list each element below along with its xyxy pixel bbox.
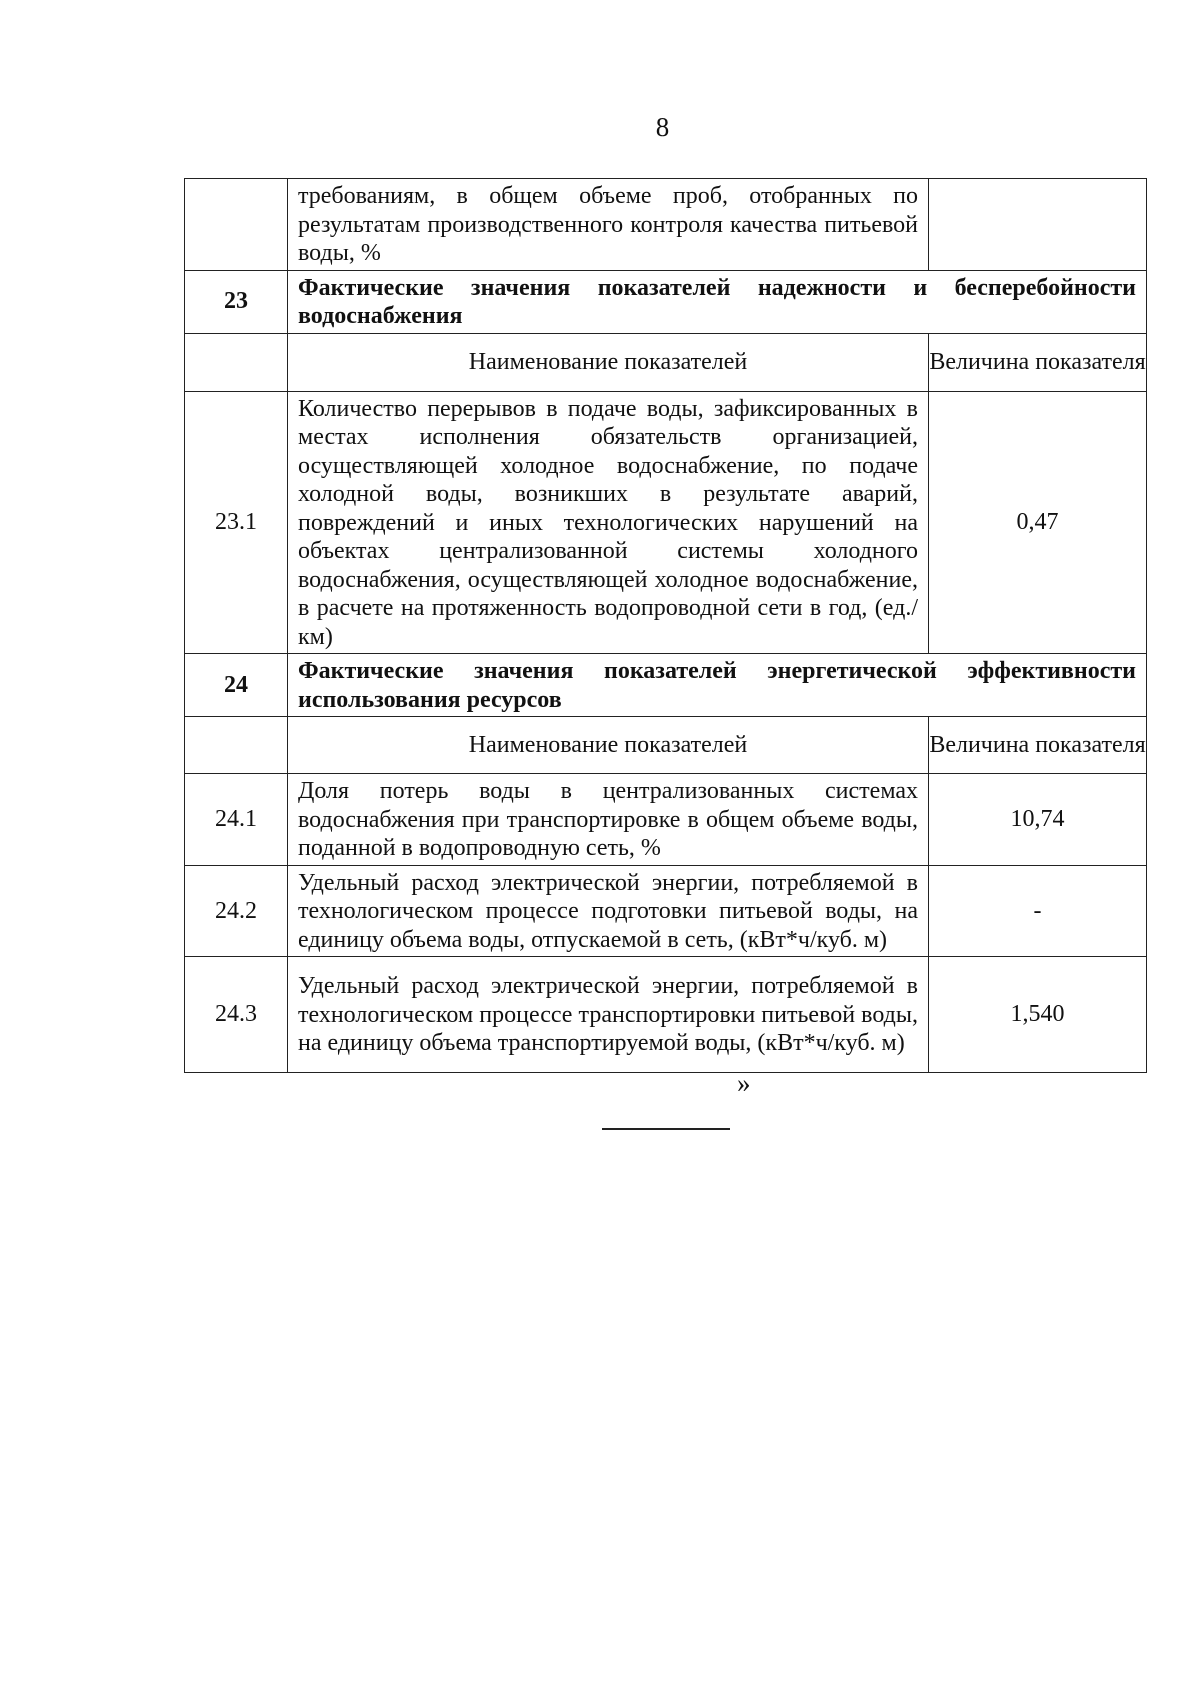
- header-row: [185, 717, 1147, 774]
- table-row: [185, 865, 1147, 957]
- header-number-cell: [185, 333, 288, 391]
- table-row: [185, 957, 1147, 1073]
- section-row: [185, 654, 1147, 717]
- end-rule: [602, 1128, 730, 1130]
- header-number-cell: [185, 717, 288, 774]
- column-header-name: Наименование показателей: [288, 717, 929, 774]
- section-row: [185, 270, 1147, 333]
- row-number-cell: 24.2: [185, 865, 288, 957]
- section-number: 23: [185, 270, 288, 333]
- indicator-description: Количество перерывов в подаче воды, зафиксированных в местах исполнения обязательств организацией, осуществляющей холодное водоснабжение, по подаче холодной воды, возникших в результате аварий, повреждений и иных технологических нарушений на объектах централизованной системы холодного водоснабжения, осуществляющей холодное водоснабжение, в расчете на протяженность водопроводной сети в год, (ед./км): [288, 391, 929, 654]
- row-number-cell: 23.1: [185, 391, 288, 654]
- row-number-cell: 24.3: [185, 957, 288, 1073]
- section-title: Фактические значения показателей надежности и бесперебойности водоснабжения: [288, 270, 1147, 333]
- indicator-description: Удельный расход электрической энергии, потребляемой в технологическом процессе транспортировки питьевой воды, на единицу объема транспортируемой воды, (кВт*ч/куб. м): [288, 957, 929, 1073]
- table-row: [185, 179, 1147, 271]
- header-row: [185, 333, 1147, 391]
- column-header-name: Наименование показателей: [288, 333, 929, 391]
- section-title: Фактические значения показателей энергетической эффективности использования ресурсов: [288, 654, 1147, 717]
- indicators-table: [184, 178, 1147, 1073]
- table-row: [185, 774, 1147, 866]
- column-header-value: Величина показателя: [929, 717, 1147, 774]
- section-number: 24: [185, 654, 288, 717]
- closing-quote: »: [737, 1068, 751, 1098]
- table-row: [185, 391, 1147, 654]
- indicator-value: 1,540: [929, 957, 1147, 1073]
- page-number: 8: [655, 112, 670, 142]
- indicator-value: -: [929, 865, 1147, 957]
- indicator-description: Удельный расход электрической энергии, потребляемой в технологическом процессе подготовки питьевой воды, на единицу объема воды, отпускаемой в сеть, (кВт*ч/куб. м): [288, 865, 929, 957]
- column-header-value: Величина показателя: [929, 333, 1147, 391]
- row-number-cell: 24.1: [185, 774, 288, 866]
- indicator-value: 0,47: [929, 391, 1147, 654]
- indicator-value: [929, 179, 1147, 271]
- indicator-value: 10,74: [929, 774, 1147, 866]
- indicator-description: требованиям, в общем объеме проб, отобранных по результатам производственного контроля качества питьевой воды, %: [288, 179, 929, 271]
- row-number-cell: [185, 179, 288, 271]
- indicator-description: Доля потерь воды в централизованных системах водоснабжения при транспортировке в общем объеме воды, поданной в водопроводную сеть, %: [288, 774, 929, 866]
